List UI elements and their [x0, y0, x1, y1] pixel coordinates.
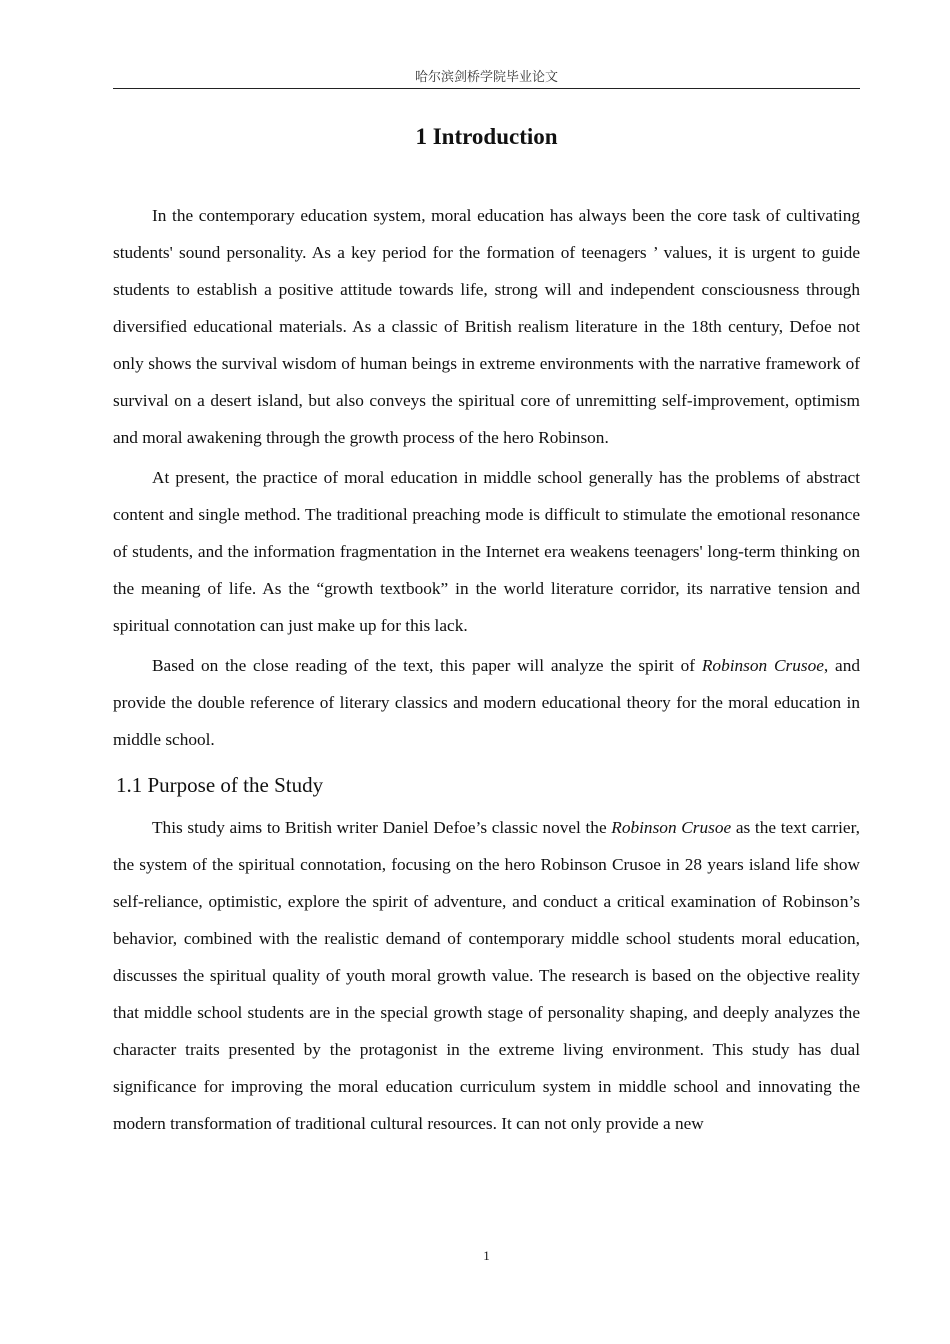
intro-paragraph-1: In the contemporary education system, moral education has always been the core task of cultivating students' sound personality. As a key period for the formation of teenagers ’ values, it is urgent to guide students to establish a positive attitude towards life, strong will and independent consciousness through diversified educational materials. As a classic of British realism literature in the 18th century, Defoe not only shows the survival wisdom of human beings in extreme environments with the narrative framework of survival on a desert island, but also conveys the spiritual core of unremitting self-improvement, optimism and moral awakening through the growth process of the hero Robinson.: [113, 206, 860, 447]
intro-p3-start: Based on the close reading of the text, this paper will analyze the spirit of: [152, 656, 702, 675]
section-title-1-1: 1.1 Purpose of the Study: [116, 773, 324, 797]
running-header: 哈尔滨剑桥学院毕业论文: [414, 70, 558, 85]
chapter-title: 1 Introduction: [415, 124, 558, 149]
book-title-italic: Robinson Crusoe: [611, 818, 732, 837]
purpose-p1-start: This study aims to British writer Daniel Defoe’s classic novel the: [152, 818, 612, 837]
header-rule: [113, 88, 860, 89]
purpose-paragraph-1: [113, 809, 860, 1142]
page-number: 1: [483, 1248, 490, 1263]
intro-p3-end: , and provide the double reference of literary classics and modern educational theory for the moral education in middle school.: [113, 656, 860, 749]
book-title-italic: Robinson Crusoe: [701, 656, 824, 675]
purpose-p1-end: as the text carrier, the system of the spiritual connotation, focusing on the hero Robinson Crusoe in 28 years island life show self-reliance, optimistic, explore the spirit of adventure, and conduct a critical examination of Robinson’s behavior, combined with the realistic demand of contemporary middle school students moral education, discusses the spiritual quality of youth moral growth value. The research is based on the objective reality that middle school students are in the special growth stage of personality shaping, and deeply analyzes the character traits presented by the protagonist in the extreme living environment. This study has dual significance for improving the moral education curriculum system in middle school and innovating the modern transformation of traditional cultural resources. It can not only provide a new: [113, 818, 860, 1133]
intro-paragraph-3: [113, 647, 860, 758]
page-content: [113, 120, 860, 1142]
intro-paragraph-2: At present, the practice of moral education in middle school generally has the problems of abstract content and single method. The traditional preaching mode is difficult to stimulate the emotional resonance of students, and the information fragmentation in the Internet era weakens teenagers' long-term thinking on the meaning of life. As the “growth textbook” in the world literature corridor, its narrative tension and spiritual connotation can just make up for this lack.: [113, 468, 860, 635]
